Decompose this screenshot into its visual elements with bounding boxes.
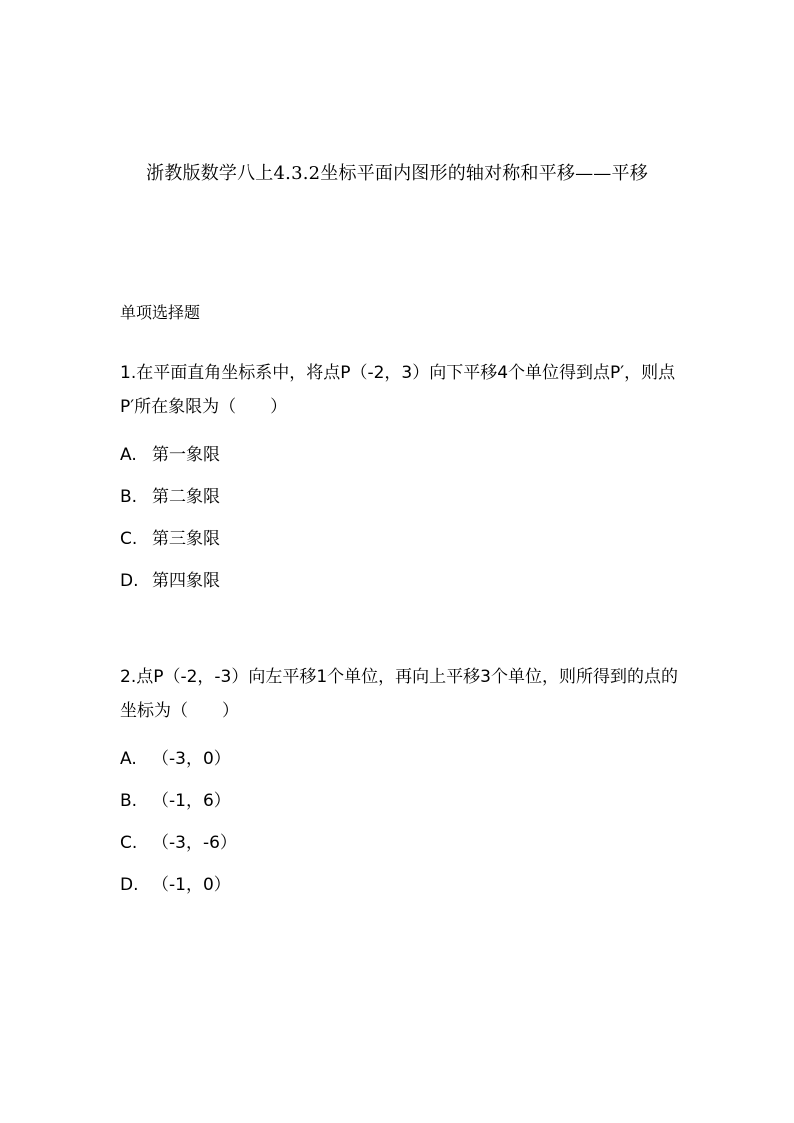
option-letter: C. (120, 529, 138, 549)
option-letter: A. (120, 445, 137, 465)
option-a (120, 748, 680, 770)
option-text: （-3，-6） (152, 833, 237, 853)
option-letter: D. (120, 875, 139, 895)
option-a (120, 444, 680, 466)
option-text: 第三象限 (152, 529, 220, 549)
option-letter: C. (120, 833, 138, 853)
option-list (120, 444, 680, 592)
page-title: 浙教版数学八上4.3.2坐标平面内图形的轴对称和平移——平移 (146, 163, 648, 184)
section-heading: 单项选择题 (120, 303, 201, 322)
option-text: 第四象限 (152, 571, 220, 591)
option-letter: D. (120, 571, 139, 591)
option-c (120, 832, 680, 854)
option-b (120, 486, 680, 508)
option-d (120, 874, 680, 896)
option-letter: B. (120, 791, 138, 811)
option-b (120, 790, 680, 812)
option-d (120, 570, 680, 592)
question-stem: 1.在平面直角坐标系中，将点P（-2，3）向下平移4个单位得到点P′，则点P′所在象限为（ ） (120, 363, 676, 417)
option-text: 第一象限 (152, 445, 220, 465)
option-list (120, 748, 680, 896)
option-text: （-3，0） (152, 749, 231, 769)
option-text: （-1，6） (152, 791, 231, 811)
option-letter: B. (120, 487, 138, 507)
question-1 (120, 356, 680, 612)
option-c (120, 528, 680, 550)
option-text: （-1，0） (152, 875, 231, 895)
option-text: 第二象限 (152, 487, 220, 507)
question-2 (120, 660, 680, 916)
option-letter: A. (120, 749, 137, 769)
question-stem: 2.点P（-2，-3）向左平移1个单位，再向上平移3个单位，则所得到的点的坐标为（ ） (120, 667, 679, 721)
